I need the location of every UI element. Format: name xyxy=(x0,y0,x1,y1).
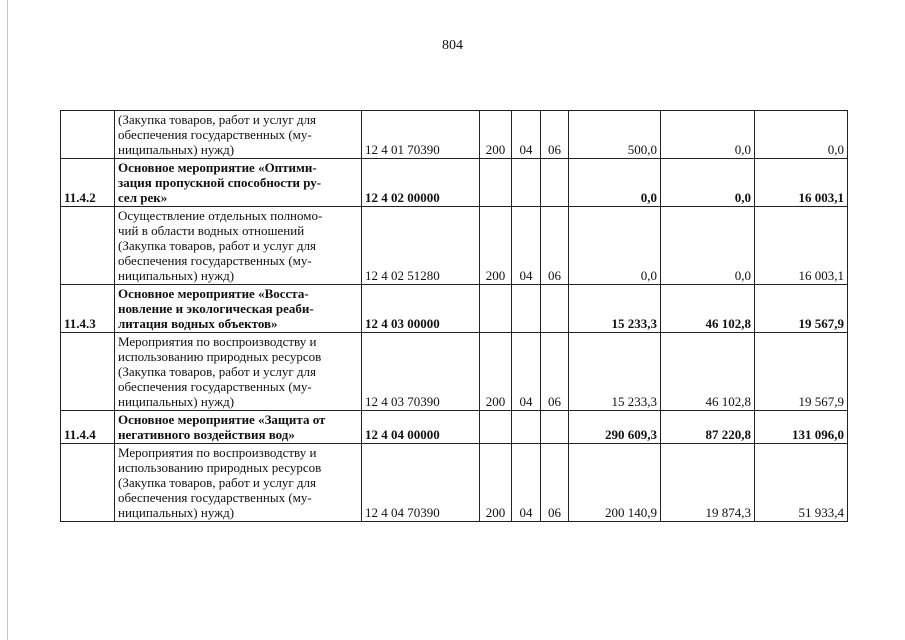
row-value-3: 16 003,1 xyxy=(755,207,848,285)
row-value-2: 19 874,3 xyxy=(661,444,755,522)
row-c2: 04 xyxy=(512,333,541,411)
row-value-1: 15 233,3 xyxy=(569,285,661,333)
row-name: Основное мероприятие «Защита от негативного воздействия вод» xyxy=(115,411,362,444)
row-name: Осуществление отдельных полномо- чий в области водных отношений (Закупка товаров, работ и услуг для обеспечения государственных (му- ниципальных) нужд) xyxy=(115,207,362,285)
row-c2: 04 xyxy=(512,111,541,159)
row-code: 12 4 01 70390 xyxy=(362,111,480,159)
row-value-1: 15 233,3 xyxy=(569,333,661,411)
row-index xyxy=(61,333,115,411)
row-name: Мероприятия по воспроизводству и использованию природных ресурсов (Закупка товаров, работ и услуг для обеспечения государственных (му- ниципальных) нужд) xyxy=(115,444,362,522)
row-c1: 200 xyxy=(480,111,512,159)
row-name: (Закупка товаров, работ и услуг для обеспечения государственных (му- ниципальных) нужд) xyxy=(115,111,362,159)
row-c2: 04 xyxy=(512,444,541,522)
row-code: 12 4 02 00000 xyxy=(362,159,480,207)
page-number: 804 xyxy=(442,38,463,53)
table-row xyxy=(61,285,848,333)
row-name: Основное мероприятие «Оптими- зация пропускной способности ру- сел рек» xyxy=(115,159,362,207)
row-c3 xyxy=(541,159,569,207)
row-value-1: 290 609,3 xyxy=(569,411,661,444)
row-c3: 06 xyxy=(541,111,569,159)
row-c3: 06 xyxy=(541,207,569,285)
row-value-3: 131 096,0 xyxy=(755,411,848,444)
row-c2 xyxy=(512,285,541,333)
row-code: 12 4 04 00000 xyxy=(362,411,480,444)
budget-table xyxy=(60,110,848,522)
row-value-3: 0,0 xyxy=(755,111,848,159)
row-c2: 04 xyxy=(512,207,541,285)
row-value-3: 16 003,1 xyxy=(755,159,848,207)
row-code: 12 4 03 70390 xyxy=(362,333,480,411)
row-c3 xyxy=(541,411,569,444)
row-c1: 200 xyxy=(480,333,512,411)
row-value-2: 46 102,8 xyxy=(661,285,755,333)
row-value-2: 0,0 xyxy=(661,207,755,285)
table-row xyxy=(61,333,848,411)
row-value-3: 19 567,9 xyxy=(755,333,848,411)
row-c1: 200 xyxy=(480,444,512,522)
row-index xyxy=(61,111,115,159)
row-c1: 200 xyxy=(480,207,512,285)
page-edge-line xyxy=(7,0,8,640)
row-c1 xyxy=(480,411,512,444)
table-row xyxy=(61,111,848,159)
row-c2 xyxy=(512,159,541,207)
row-value-3: 19 567,9 xyxy=(755,285,848,333)
row-code: 12 4 02 51280 xyxy=(362,207,480,285)
row-value-3: 51 933,4 xyxy=(755,444,848,522)
row-c1 xyxy=(480,285,512,333)
row-value-1: 0,0 xyxy=(569,207,661,285)
table-row xyxy=(61,444,848,522)
row-c3: 06 xyxy=(541,444,569,522)
row-name: Мероприятия по воспроизводству и использованию природных ресурсов (Закупка товаров, работ и услуг для обеспечения государственных (му- ниципальных) нужд) xyxy=(115,333,362,411)
row-c3 xyxy=(541,285,569,333)
row-index: 11.4.2 xyxy=(61,159,115,207)
row-value-1: 200 140,9 xyxy=(569,444,661,522)
row-c3: 06 xyxy=(541,333,569,411)
row-index: 11.4.3 xyxy=(61,285,115,333)
row-c1 xyxy=(480,159,512,207)
row-value-2: 0,0 xyxy=(661,111,755,159)
table-row xyxy=(61,411,848,444)
row-value-1: 0,0 xyxy=(569,159,661,207)
table-row xyxy=(61,207,848,285)
row-code: 12 4 03 00000 xyxy=(362,285,480,333)
row-index xyxy=(61,207,115,285)
row-code: 12 4 04 70390 xyxy=(362,444,480,522)
row-name: Основное мероприятие «Восста- новление и экологическая реаби- литация водных объектов» xyxy=(115,285,362,333)
row-index xyxy=(61,444,115,522)
row-c2 xyxy=(512,411,541,444)
row-value-2: 46 102,8 xyxy=(661,333,755,411)
table-row xyxy=(61,159,848,207)
row-index: 11.4.4 xyxy=(61,411,115,444)
row-value-1: 500,0 xyxy=(569,111,661,159)
row-value-2: 0,0 xyxy=(661,159,755,207)
row-value-2: 87 220,8 xyxy=(661,411,755,444)
